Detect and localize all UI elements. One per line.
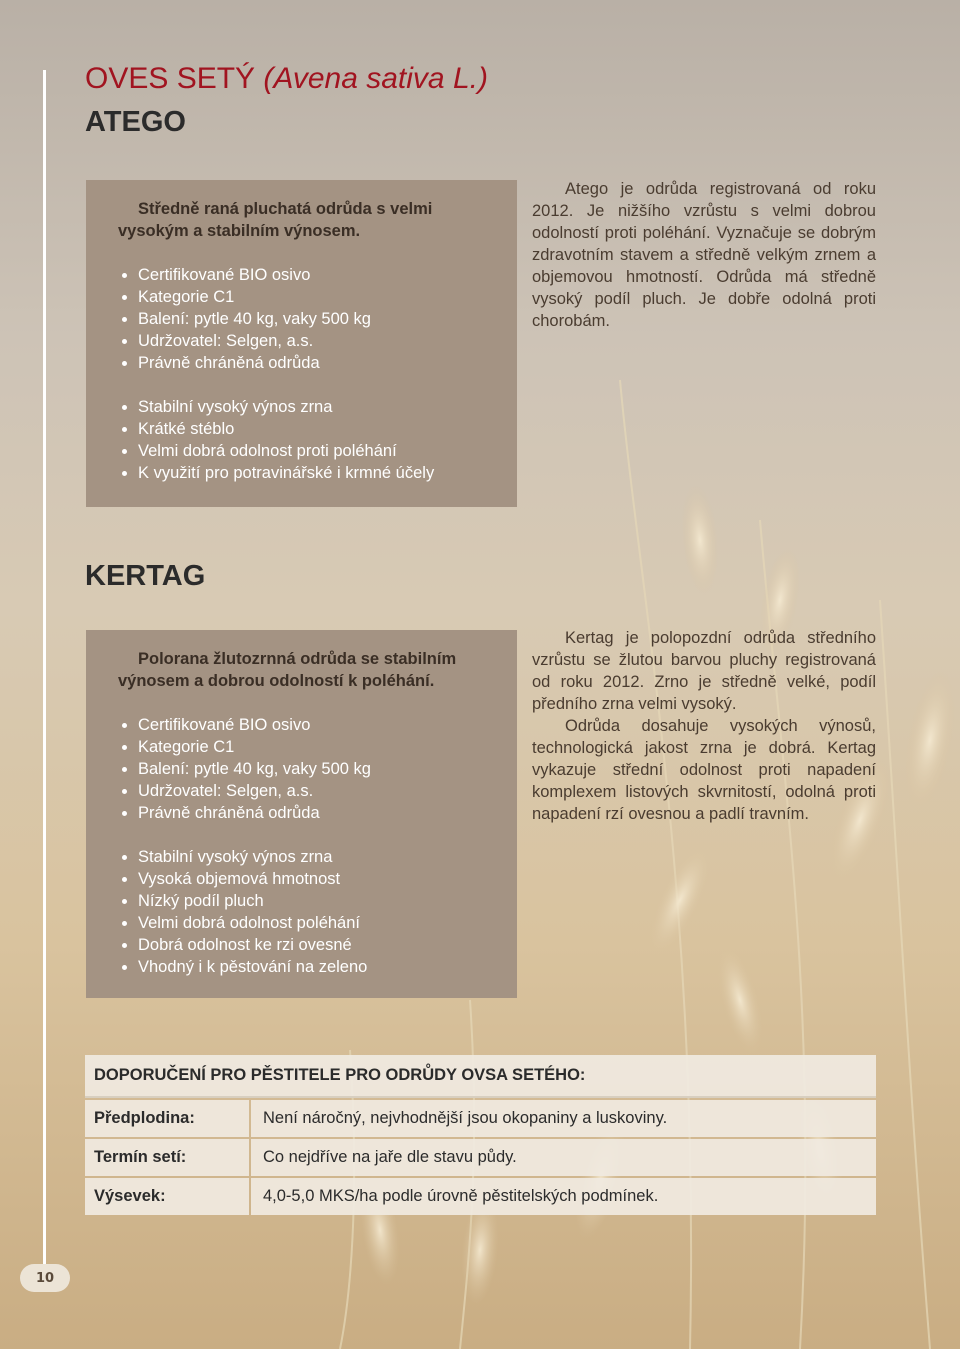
table-row bbox=[85, 1178, 876, 1215]
row-value: 4,0-5,0 MKS/ha podle úrovně pěstitelských podmínek. bbox=[251, 1178, 876, 1215]
atego-description bbox=[532, 178, 876, 332]
atego-list-features bbox=[118, 396, 497, 484]
kertag-description bbox=[532, 627, 876, 825]
list-item: • Vysoká objemová hmotnost bbox=[138, 868, 497, 890]
kertag-description-paragraph: Kertag je polopozdní odrůda středního vzrůstu se žlutou barvou pluchy registrovaná od roku 2012. Zrno je středně velké, podíl předního zrna velmi vysoký. bbox=[532, 629, 876, 713]
decorative-vertical-line bbox=[43, 70, 46, 1265]
list-item: • Udržovatel: Selgen, a.s. bbox=[138, 330, 497, 352]
row-value: Není náročný, nejvhodnější jsou okopaniny a luskoviny. bbox=[251, 1100, 876, 1137]
list-item: • Kategorie C1 bbox=[138, 286, 497, 308]
kertag-intro: Polorana žlutozrnná odrůda se stabilním výnosem a dobrou odolností k poléhání. bbox=[118, 650, 457, 690]
list-item: • Krátké stéblo bbox=[138, 418, 497, 440]
list-item: • Velmi dobrá odolnost proti poléhání bbox=[138, 440, 497, 462]
atego-list-basic bbox=[118, 264, 497, 374]
atego-heading: ATEGO bbox=[85, 106, 186, 138]
table-row bbox=[85, 1139, 876, 1176]
kertag-list-basic bbox=[118, 714, 497, 824]
atego-intro: Středně raná pluchatá odrůda s velmi vysokým a stabilním výnosem. bbox=[118, 200, 433, 240]
row-label: Předplodina: bbox=[85, 1100, 249, 1137]
list-item: • Právně chráněná odrůda bbox=[138, 352, 497, 374]
list-item: • Velmi dobrá odolnost poléhání bbox=[138, 912, 497, 934]
row-label: Termín setí: bbox=[85, 1139, 249, 1176]
title-main: OVES SETÝ bbox=[85, 62, 264, 95]
kertag-heading: KERTAG bbox=[85, 560, 206, 592]
recommendation-heading: DOPORUČENÍ PRO PĚSTITELE PRO ODRŮDY OVSA SETÉHO: bbox=[85, 1055, 876, 1098]
row-value: Co nejdříve na jaře dle stavu půdy. bbox=[251, 1139, 876, 1176]
list-item: • K využití pro potravinářské i krmné účely bbox=[138, 462, 497, 484]
list-item: • Stabilní vysoký výnos zrna bbox=[138, 396, 497, 418]
list-item: • Certifikované BIO osivo bbox=[138, 264, 497, 286]
list-item: • Kategorie C1 bbox=[138, 736, 497, 758]
atego-description-paragraph: Atego je odrůda registrovaná od roku 2012. Je nižšího vzrůstu s velmi dobrou odolností proti poléhání. Vyznačuje se dobrým zdravotním stavem a středně velkým zrnem a objemovou hmotností. Odrůda má středně vysoký podíl pluch. Je dobře odolná proti chorobám. bbox=[532, 180, 876, 330]
list-item: • Dobrá odolnost ke rzi ovesné bbox=[138, 934, 497, 956]
list-item: • Stabilní vysoký výnos zrna bbox=[138, 846, 497, 868]
list-item: • Udržovatel: Selgen, a.s. bbox=[138, 780, 497, 802]
kertag-list-features bbox=[118, 846, 497, 978]
list-item: • Certifikované BIO osivo bbox=[138, 714, 497, 736]
list-item: • Balení: pytle 40 kg, vaky 500 kg bbox=[138, 758, 497, 780]
list-item: • Právně chráněná odrůda bbox=[138, 802, 497, 824]
kertag-description-paragraph: Odrůda dosahuje vysokých výnosů, technologická jakost zrna je dobrá. Kertag vykazuje střední odolnost proti napadení komplexem listových skvrnitostí, odolná proti napadení rzí ovesnou a padlí travním. bbox=[532, 717, 876, 823]
list-item: • Vhodný i k pěstování na zeleno bbox=[138, 956, 497, 978]
title-latin: (Avena sativa L.) bbox=[263, 62, 488, 95]
page-title bbox=[85, 62, 488, 96]
table-row bbox=[85, 1100, 876, 1137]
list-item: • Balení: pytle 40 kg, vaky 500 kg bbox=[138, 308, 497, 330]
row-label: Výsevek: bbox=[85, 1178, 249, 1215]
kertag-info-panel bbox=[86, 630, 517, 998]
list-item: • Nízký podíl pluch bbox=[138, 890, 497, 912]
atego-info-panel bbox=[86, 180, 517, 507]
recommendation-table bbox=[85, 1055, 876, 1215]
page-number: 10 bbox=[20, 1264, 70, 1292]
